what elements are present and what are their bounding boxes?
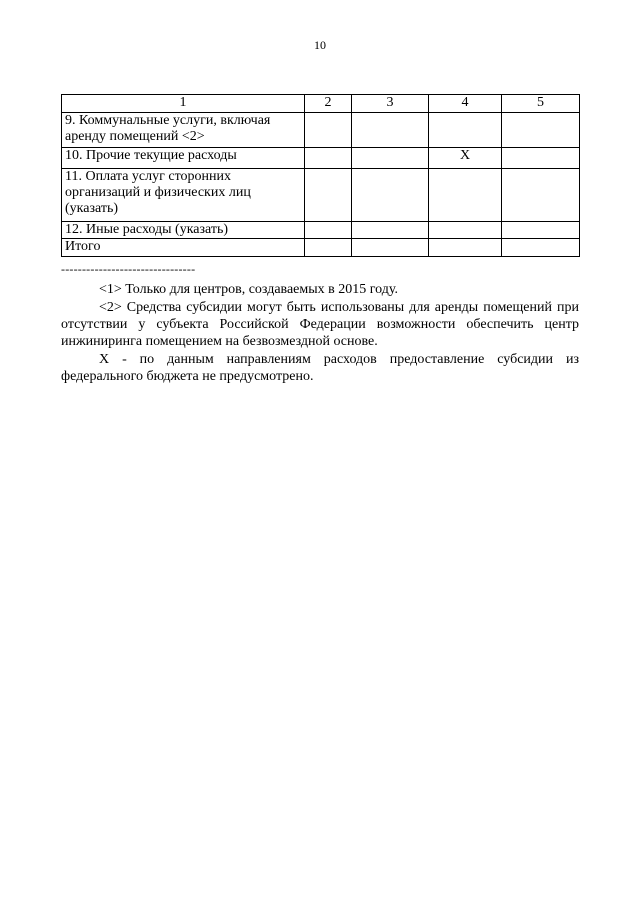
table-row [62, 222, 580, 239]
row-label: Итого [62, 239, 305, 257]
row-label: 9. Коммунальные услуги, включая аренду помещений <2> [62, 113, 305, 148]
table-cell [305, 113, 352, 148]
column-header: 1 [62, 95, 305, 113]
column-header: 5 [502, 95, 580, 113]
footnote-2: <2> Средства субсидии могут быть использованы для аренды помещений при отсутствии у субъекта Российской Федерации возможности обеспечить центр инжиниринга помещением на безвозмездной основе. [61, 300, 579, 349]
table-cell [352, 222, 429, 239]
table-cell [305, 148, 352, 169]
table-cell [429, 222, 502, 239]
table-row [62, 148, 580, 169]
row-label: 12. Иные расходы (указать) [62, 222, 305, 239]
page-number: 10 [314, 38, 326, 52]
table-cell [429, 113, 502, 148]
expense-table [61, 94, 580, 257]
footnote-separator: -------------------------------- [61, 262, 196, 276]
column-header: 3 [352, 95, 429, 113]
table-cell [352, 113, 429, 148]
table-cell [305, 239, 352, 257]
table-cell [352, 239, 429, 257]
table-row [62, 113, 580, 148]
table-cell: X [429, 148, 502, 169]
table-cell [305, 222, 352, 239]
footnotes [61, 281, 579, 386]
table-header-row [62, 95, 580, 113]
table-row [62, 239, 580, 257]
column-header: 4 [429, 95, 502, 113]
table-cell [352, 148, 429, 169]
table-cell [502, 222, 580, 239]
table-cell [305, 169, 352, 222]
row-label: 10. Прочие текущие расходы [62, 148, 305, 169]
table-cell [352, 169, 429, 222]
table-cell [502, 239, 580, 257]
footnote-1: <1> Только для центров, создаваемых в 2015 году. [99, 282, 398, 297]
footnote-x: X - по данным направлениям расходов предоставление субсидии из федерального бюджета не предусмотрено. [61, 352, 579, 384]
table-cell [429, 239, 502, 257]
table-cell [502, 113, 580, 148]
table-cell [429, 169, 502, 222]
table-row [62, 169, 580, 222]
column-header: 2 [305, 95, 352, 113]
row-label: 11. Оплата услуг сторонних организаций и физических лиц (указать) [62, 169, 305, 222]
table-cell [502, 148, 580, 169]
table-cell [502, 169, 580, 222]
